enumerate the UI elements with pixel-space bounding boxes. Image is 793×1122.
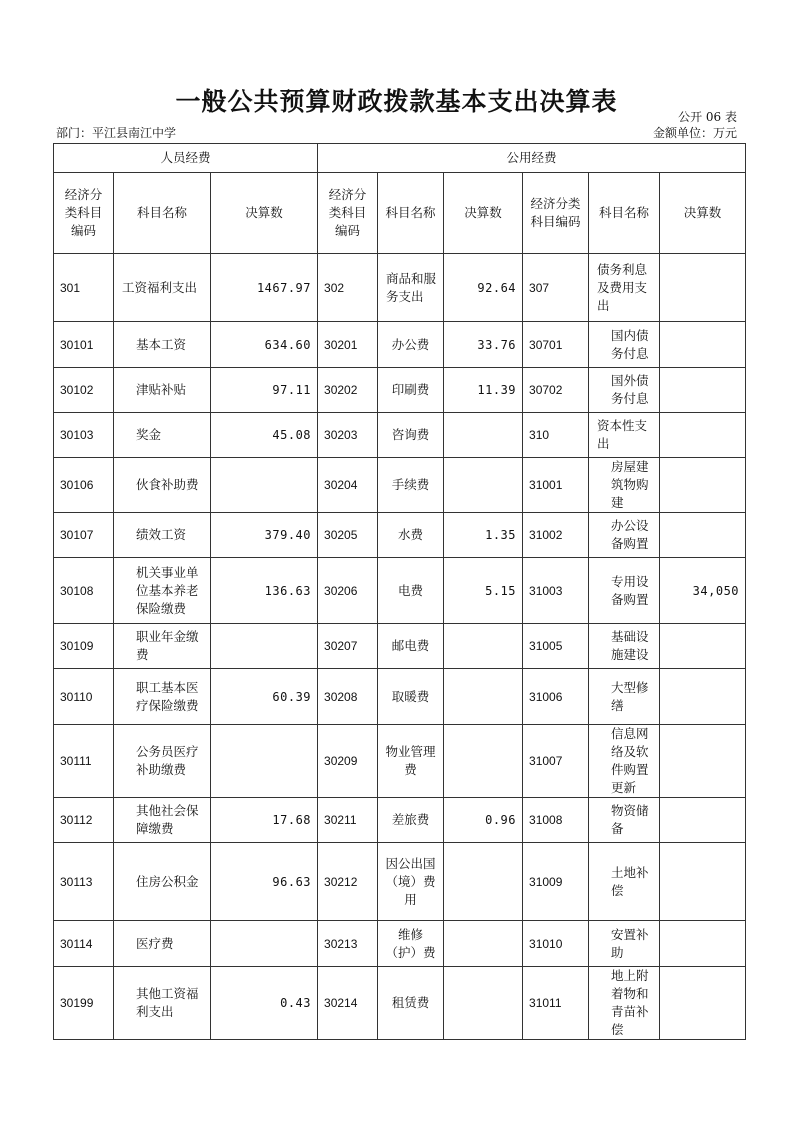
public-name-cell: 办公费 <box>378 322 444 368</box>
header-amount: 决算数 <box>444 173 523 254</box>
public-code-cell: 30205 <box>318 513 378 558</box>
personnel-code-cell: 30113 <box>54 843 114 921</box>
capital-code-cell: 310 <box>523 413 589 458</box>
personnel-code-cell: 30102 <box>54 368 114 413</box>
personnel-amount-cell: 0.43 <box>211 967 318 1040</box>
public-code-cell: 30213 <box>318 921 378 967</box>
public-code-cell: 30211 <box>318 798 378 843</box>
personnel-code-cell: 30112 <box>54 798 114 843</box>
personnel-code-cell: 30108 <box>54 558 114 624</box>
public-amount-cell: 1.35 <box>444 513 523 558</box>
personnel-amount-cell <box>211 458 318 513</box>
amount-unit-label: 金额单位：万元 <box>652 126 737 140</box>
capital-amount-cell <box>660 725 746 798</box>
capital-name-cell: 房屋建筑物购建 <box>589 458 660 513</box>
personnel-amount-cell: 17.68 <box>211 798 318 843</box>
capital-code-cell: 31011 <box>523 967 589 1040</box>
personnel-amount-cell: 45.08 <box>211 413 318 458</box>
group-header-row <box>54 144 746 173</box>
table-row <box>54 843 746 921</box>
capital-name-cell: 安置补助 <box>589 921 660 967</box>
personnel-code-cell: 30107 <box>54 513 114 558</box>
personnel-code-cell: 301 <box>54 254 114 322</box>
personnel-code-cell: 30106 <box>54 458 114 513</box>
capital-code-cell: 31002 <box>523 513 589 558</box>
capital-name-cell: 专用设备购置 <box>589 558 660 624</box>
personnel-amount-cell <box>211 921 318 967</box>
personnel-code-cell: 30101 <box>54 322 114 368</box>
capital-amount-cell <box>660 624 746 669</box>
header-code: 经济分类科目编码 <box>318 173 378 254</box>
header-code: 经济分类科目编码 <box>523 173 589 254</box>
personnel-name-cell: 住房公积金 <box>114 843 211 921</box>
table-row <box>54 368 746 413</box>
capital-code-cell: 31010 <box>523 921 589 967</box>
capital-amount-cell <box>660 458 746 513</box>
public-amount-cell <box>444 413 523 458</box>
capital-code-cell: 31006 <box>523 669 589 725</box>
capital-amount-cell <box>660 413 746 458</box>
column-header-row <box>54 173 746 254</box>
capital-amount-cell <box>660 322 746 368</box>
capital-code-cell: 31001 <box>523 458 589 513</box>
public-name-cell: 邮电费 <box>378 624 444 669</box>
personnel-amount-cell <box>211 624 318 669</box>
table-row <box>54 624 746 669</box>
capital-amount-cell <box>660 921 746 967</box>
table-row <box>54 967 746 1040</box>
capital-name-cell: 物资储备 <box>589 798 660 843</box>
capital-amount-cell <box>660 967 746 1040</box>
personnel-name-cell: 绩效工资 <box>114 513 211 558</box>
capital-code-cell: 30702 <box>523 368 589 413</box>
capital-code-cell: 307 <box>523 254 589 322</box>
table-row <box>54 513 746 558</box>
capital-name-cell: 基础设施建设 <box>589 624 660 669</box>
personnel-name-cell: 其他社会保障缴费 <box>114 798 211 843</box>
public-amount-cell <box>444 843 523 921</box>
public-code-cell: 30204 <box>318 458 378 513</box>
public-code-cell: 30206 <box>318 558 378 624</box>
personnel-amount-cell: 136.63 <box>211 558 318 624</box>
personnel-name-cell: 奖金 <box>114 413 211 458</box>
capital-name-cell: 土地补偿 <box>589 843 660 921</box>
public-name-cell: 水费 <box>378 513 444 558</box>
capital-amount-cell <box>660 669 746 725</box>
capital-name-cell: 国外债务付息 <box>589 368 660 413</box>
public-name-cell: 印刷费 <box>378 368 444 413</box>
capital-code-cell: 31008 <box>523 798 589 843</box>
department-label: 部门：平江县南江中学 <box>56 126 177 140</box>
public-code-cell: 30208 <box>318 669 378 725</box>
personnel-name-cell: 职业年金缴费 <box>114 624 211 669</box>
table-row <box>54 413 746 458</box>
public-amount-cell <box>444 967 523 1040</box>
personnel-amount-cell: 1467.97 <box>211 254 318 322</box>
table-row <box>54 322 746 368</box>
capital-amount-cell <box>660 368 746 413</box>
personnel-name-cell: 伙食补助费 <box>114 458 211 513</box>
capital-code-cell: 31005 <box>523 624 589 669</box>
public-amount-cell <box>444 458 523 513</box>
header-name: 科目名称 <box>589 173 660 254</box>
public-amount-cell: 11.39 <box>444 368 523 413</box>
table-row <box>54 669 746 725</box>
public-code-cell: 30203 <box>318 413 378 458</box>
personnel-amount-cell: 634.60 <box>211 322 318 368</box>
personnel-code-cell: 30111 <box>54 725 114 798</box>
capital-amount-cell <box>660 513 746 558</box>
public-code-cell: 30209 <box>318 725 378 798</box>
public-name-cell: 因公出国（境）费用 <box>378 843 444 921</box>
public-amount-cell <box>444 624 523 669</box>
table-number: 公开 06 表 <box>678 110 737 124</box>
capital-name-cell: 地上附着物和青苗补偿 <box>589 967 660 1040</box>
capital-name-cell: 办公设备购置 <box>589 513 660 558</box>
public-amount-cell: 0.96 <box>444 798 523 843</box>
capital-code-cell: 30701 <box>523 322 589 368</box>
personnel-name-cell: 工资福利支出 <box>114 254 211 322</box>
table-row <box>54 798 746 843</box>
personnel-name-cell: 基本工资 <box>114 322 211 368</box>
header-code: 经济分类科目编码 <box>54 173 114 254</box>
capital-name-cell: 大型修缮 <box>589 669 660 725</box>
capital-name-cell: 债务利息及费用支出 <box>589 254 660 322</box>
personnel-name-cell: 津贴补贴 <box>114 368 211 413</box>
personnel-code-cell: 30109 <box>54 624 114 669</box>
personnel-name-cell: 医疗费 <box>114 921 211 967</box>
personnel-code-cell: 30114 <box>54 921 114 967</box>
public-name-cell: 物业管理费 <box>378 725 444 798</box>
capital-amount-cell <box>660 798 746 843</box>
capital-amount-cell <box>660 254 746 322</box>
personnel-name-cell: 机关事业单位基本养老保险缴费 <box>114 558 211 624</box>
public-code-cell: 30212 <box>318 843 378 921</box>
table-row <box>54 921 746 967</box>
header-amount: 决算数 <box>211 173 318 254</box>
personnel-amount-cell: 96.63 <box>211 843 318 921</box>
personnel-code-cell: 30110 <box>54 669 114 725</box>
group-personnel: 人员经费 <box>54 144 318 173</box>
personnel-amount-cell: 60.39 <box>211 669 318 725</box>
personnel-code-cell: 30199 <box>54 967 114 1040</box>
public-name-cell: 商品和服务支出 <box>378 254 444 322</box>
table-row <box>54 558 746 624</box>
group-public: 公用经费 <box>318 144 746 173</box>
public-code-cell: 30214 <box>318 967 378 1040</box>
personnel-code-cell: 30103 <box>54 413 114 458</box>
public-name-cell: 租赁费 <box>378 967 444 1040</box>
personnel-amount-cell: 97.11 <box>211 368 318 413</box>
header-amount: 决算数 <box>660 173 746 254</box>
public-name-cell: 手续费 <box>378 458 444 513</box>
capital-name-cell: 信息网络及软件购置更新 <box>589 725 660 798</box>
personnel-name-cell: 公务员医疗补助缴费 <box>114 725 211 798</box>
public-code-cell: 302 <box>318 254 378 322</box>
header-name: 科目名称 <box>114 173 211 254</box>
public-amount-cell <box>444 921 523 967</box>
personnel-amount-cell: 379.40 <box>211 513 318 558</box>
public-code-cell: 30207 <box>318 624 378 669</box>
table-row <box>54 458 746 513</box>
table-row <box>54 254 746 322</box>
public-amount-cell: 92.64 <box>444 254 523 322</box>
report-title: 一般公共预算财政拨款基本支出决算表 <box>175 87 618 116</box>
personnel-name-cell: 职工基本医疗保险缴费 <box>114 669 211 725</box>
public-name-cell: 差旅费 <box>378 798 444 843</box>
capital-amount-cell: 34,050 <box>660 558 746 624</box>
personnel-name-cell: 其他工资福利支出 <box>114 967 211 1040</box>
public-name-cell: 咨询费 <box>378 413 444 458</box>
capital-code-cell: 31007 <box>523 725 589 798</box>
public-amount-cell: 5.15 <box>444 558 523 624</box>
personnel-amount-cell <box>211 725 318 798</box>
capital-name-cell: 国内债务付息 <box>589 322 660 368</box>
header-name: 科目名称 <box>378 173 444 254</box>
public-name-cell: 取暖费 <box>378 669 444 725</box>
table-row <box>54 725 746 798</box>
public-code-cell: 30202 <box>318 368 378 413</box>
capital-code-cell: 31009 <box>523 843 589 921</box>
capital-code-cell: 31003 <box>523 558 589 624</box>
public-name-cell: 电费 <box>378 558 444 624</box>
public-amount-cell <box>444 725 523 798</box>
capital-amount-cell <box>660 843 746 921</box>
public-amount-cell <box>444 669 523 725</box>
public-code-cell: 30201 <box>318 322 378 368</box>
expenditure-table <box>53 143 746 1040</box>
capital-name-cell: 资本性支出 <box>589 413 660 458</box>
public-amount-cell: 33.76 <box>444 322 523 368</box>
public-name-cell: 维修（护）费 <box>378 921 444 967</box>
